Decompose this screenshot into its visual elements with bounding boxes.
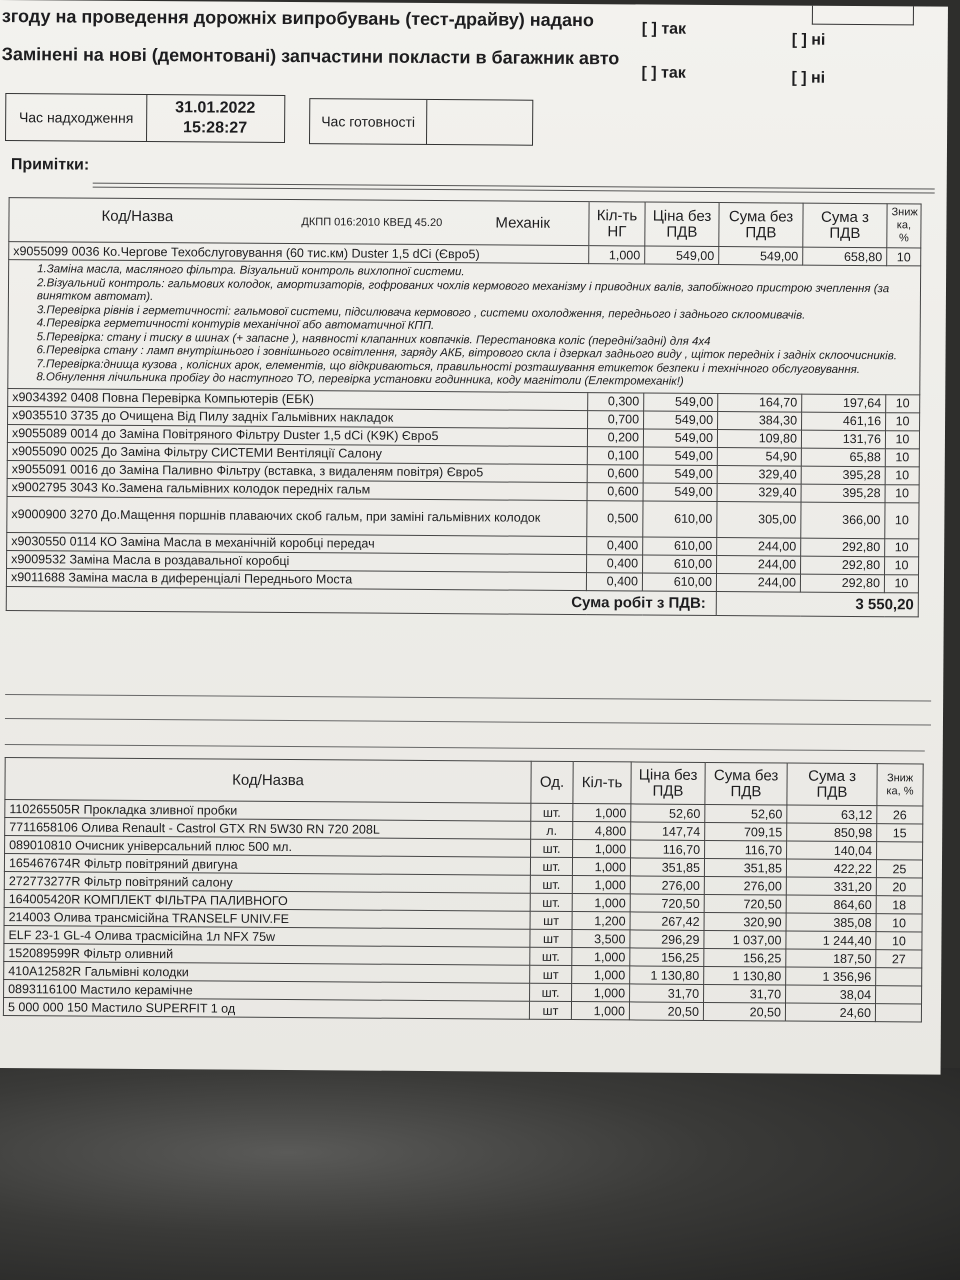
- part-price: 351,85: [630, 858, 704, 877]
- part-disc: 18: [876, 896, 922, 914]
- part-name: 5 000 000 150 Мастило SUPERFIT 1 од: [3, 998, 529, 1020]
- works-first-sum-vat: 658,80: [803, 247, 887, 266]
- works-header-qty: Кіл-ть НГ: [589, 202, 645, 246]
- part-sum: 156,25: [704, 948, 786, 967]
- work-sum: 384,30: [718, 411, 802, 430]
- ready-value: [426, 100, 532, 145]
- work-qty: 0,700: [588, 410, 644, 428]
- part-price: 156,25: [630, 948, 704, 967]
- works-description-row: [8, 260, 921, 395]
- description-line: 1.Заміна масла, масляного фільтра. Візуальний контроль вихлопної системи.: [37, 263, 465, 279]
- work-disc: 10: [885, 448, 919, 466]
- work-name: x9055090 0025 До Заміна Фільтру СИСТЕМИ Вентіляції Салону: [7, 442, 587, 464]
- part-qty: 1,200: [572, 912, 630, 930]
- parts-yes: [ ] так: [641, 64, 686, 82]
- parts-header-qty: Кіл-ть: [573, 762, 631, 804]
- test-drive-consent: згоду на проведення дорожніх випробувань (тест-драйву) надано: [1, 6, 595, 31]
- work-price: 549,00: [644, 393, 718, 412]
- work-qty: 0,300: [588, 392, 644, 410]
- works-first-disc: 10: [887, 248, 921, 266]
- part-qty: 3,500: [572, 930, 630, 948]
- parts-header-sum-vat: Сума з ПДВ: [787, 763, 877, 806]
- part-unit: л.: [531, 821, 573, 839]
- part-disc: 15: [877, 824, 923, 842]
- notes-label: Примітки:: [10, 156, 90, 174]
- works-header-price: Ціна без ПДВ: [645, 202, 719, 247]
- work-sum-vat: 292,80: [800, 574, 884, 593]
- top-box: [812, 4, 914, 26]
- background-surface: [0, 1068, 960, 1280]
- part-sum: 31,70: [704, 984, 786, 1003]
- part-sum-vat: 140,04: [787, 841, 877, 860]
- part-sum: 276,00: [704, 876, 786, 895]
- part-unit: шт.: [531, 803, 573, 821]
- work-sum: 109,80: [717, 429, 801, 448]
- test-drive-yes: [ ] так: [641, 20, 687, 38]
- work-disc: 10: [885, 484, 919, 502]
- work-sum-vat: 65,88: [801, 448, 885, 467]
- separator-line: [5, 694, 931, 701]
- part-name: 272773277R Фільтр повітряний салону: [4, 872, 530, 894]
- test-drive-no: [ ] ні: [791, 31, 826, 49]
- parts-consent: Замінені на нові (демонтовані) запчастини покласти в багажник авто: [1, 44, 620, 69]
- works-header-sum-vat: Сума з ПДВ: [803, 203, 887, 248]
- work-sum: 244,00: [716, 573, 800, 592]
- part-sum-vat: 422,22: [786, 859, 876, 878]
- part-disc: 26: [877, 806, 923, 824]
- work-qty: 0,500: [587, 500, 643, 536]
- part-price: 267,42: [630, 912, 704, 931]
- part-sum: 709,15: [705, 822, 787, 841]
- part-unit: шт.: [530, 857, 572, 875]
- part-unit: шт: [530, 911, 572, 929]
- part-name: 0893116100 Мастило керамічне: [4, 980, 530, 1002]
- work-sum-vat: 395,28: [801, 484, 885, 503]
- part-price: 116,70: [631, 840, 705, 859]
- works-header-sum: Сума без ПДВ: [719, 203, 803, 248]
- work-disc: 10: [885, 538, 919, 556]
- part-sum: 720,50: [704, 894, 786, 913]
- separator-line: [5, 744, 925, 751]
- part-qty: 1,000: [572, 894, 630, 912]
- part-disc: 10: [876, 914, 922, 932]
- parts-header-price: Ціна без ПДВ: [631, 762, 705, 805]
- work-name: x9011688 Заміна масла в диференціалі Переднього Моста: [6, 568, 586, 590]
- work-disc: 10: [885, 556, 919, 574]
- part-qty: 4,800: [573, 822, 631, 840]
- work-sum-vat: 366,00: [801, 502, 885, 539]
- works-total-value: 3 550,20: [716, 591, 918, 616]
- parts-table: [3, 757, 924, 1022]
- work-qty: 0,400: [587, 536, 643, 554]
- work-price: 549,00: [643, 429, 717, 448]
- work-sum-vat: 292,80: [801, 538, 885, 557]
- part-sum: 116,70: [705, 840, 787, 859]
- part-disc: 25: [876, 860, 922, 878]
- part-sum-vat: 1 356,96: [786, 967, 876, 986]
- separator-line: [5, 718, 931, 725]
- part-qty: 1,000: [572, 984, 630, 1002]
- work-sum-vat: 395,28: [801, 466, 885, 485]
- work-sum-vat: 131,76: [801, 430, 885, 449]
- work-disc: 10: [884, 574, 918, 592]
- work-qty: 0,100: [587, 446, 643, 464]
- part-price: 31,70: [630, 984, 704, 1003]
- part-sum-vat: 1 244,40: [786, 931, 876, 950]
- works-first-name: x9055099 0036 Ко.Чергове Техобслуговування (60 тис.км) Duster 1,5 dCi (Євро5): [9, 242, 589, 264]
- part-disc: [876, 986, 922, 1004]
- work-sum-vat: 461,16: [802, 412, 886, 431]
- parts-header-unit: Од.: [531, 761, 573, 803]
- part-qty: 1,000: [573, 840, 631, 858]
- description-line: 3.Перевірка рівнів і герметичності: гальмової системи, підсилювача кермового , системи охолодження, переднього і заднього склоомивачів.: [36, 303, 806, 322]
- part-sum-vat: 331,20: [786, 877, 876, 896]
- works-header-row: [9, 198, 921, 248]
- part-disc: 10: [876, 932, 922, 950]
- work-disc: 10: [885, 466, 919, 484]
- part-price: 296,29: [630, 930, 704, 949]
- part-disc: [875, 1004, 921, 1022]
- work-price: 610,00: [642, 572, 716, 591]
- part-name: ELF 23-1 GL-4 Олива трасмісійна 1л NFX 75w: [4, 926, 530, 948]
- part-unit: шт.: [530, 947, 572, 965]
- work-name: x9055091 0016 до Заміна Паливно Фільтру (вставка, з видаленям повітря) Євро5: [7, 460, 587, 482]
- works-header-discount: Зниж ка, %: [887, 204, 921, 248]
- ready-label: Час готовності: [310, 99, 427, 144]
- arrival-value: [146, 95, 284, 142]
- part-disc: [876, 968, 922, 986]
- service-description: [8, 260, 921, 395]
- part-name: 110265505R Прокладка зливної пробки: [5, 800, 531, 822]
- parts-header-sum: Сума без ПДВ: [705, 762, 787, 805]
- part-price: 147,74: [631, 822, 705, 841]
- part-qty: 1,000: [572, 876, 630, 894]
- work-sum: 54,90: [717, 447, 801, 466]
- work-name: x9002795 3043 Ко.Замена гальмівних колодок передніх гальм: [7, 478, 587, 500]
- work-disc: 10: [885, 430, 919, 448]
- work-name: x9009532 Заміна Масла в роздавальної коробці: [7, 550, 587, 572]
- description-line: 6.Перевірка стану : ламп внутрішнього і зовнішнього освітлення, заряду АКБ, вітрового скла і дзеркал заднього виду , щіток передніх і задніх склоочисників.: [36, 344, 898, 363]
- works-first-price: 549,00: [645, 246, 719, 265]
- work-price: 549,00: [643, 483, 717, 502]
- work-price: 549,00: [644, 411, 718, 430]
- parts-header-discount: Зниж ка, %: [877, 764, 923, 806]
- work-disc: 10: [886, 412, 920, 430]
- part-qty: 1,000: [572, 948, 630, 966]
- arrival-time: 15:28:27: [183, 119, 248, 137]
- arrival-label: Час надходження: [6, 94, 147, 141]
- part-sum: 20,50: [703, 1002, 785, 1021]
- part-name: 165467674R Фільтр повітряний двигуна: [4, 854, 530, 876]
- part-price: 52,60: [631, 804, 705, 823]
- part-disc: 27: [876, 950, 922, 968]
- work-name: x9034392 0408 Повна Перевірка Компьютерів (ЕБК): [8, 388, 588, 410]
- part-qty: 1,000: [571, 1002, 629, 1020]
- work-sum: 329,40: [717, 465, 801, 484]
- work-sum: 164,70: [718, 393, 802, 412]
- work-sum-vat: 197,64: [802, 394, 886, 413]
- part-qty: 1,000: [573, 804, 631, 822]
- part-price: 20,50: [629, 1002, 703, 1021]
- part-sum: 1 130,80: [704, 966, 786, 985]
- part-sum-vat: 38,04: [786, 985, 876, 1004]
- description-line: 4.Перевірка герметичності контурів механічної або автоматичної КПП.: [36, 317, 435, 333]
- work-sum: 329,40: [717, 483, 801, 502]
- part-unit: шт.: [530, 893, 572, 911]
- work-price: 549,00: [643, 465, 717, 484]
- work-name: x9030550 0114 КО Заміна Масла в механічній коробці передач: [7, 532, 587, 554]
- part-name: 410A12582R Гальмівні колодки: [4, 962, 530, 984]
- part-disc: 20: [876, 878, 922, 896]
- work-price: 610,00: [643, 537, 717, 556]
- part-sum: 351,85: [704, 858, 786, 877]
- part-sum-vat: 24,60: [785, 1003, 875, 1022]
- work-qty: 0,400: [587, 554, 643, 572]
- work-sum: 244,00: [717, 537, 801, 556]
- part-unit: шт: [530, 965, 572, 983]
- works-first-qty: 1,000: [589, 246, 645, 264]
- work-sum-vat: 292,80: [801, 556, 885, 575]
- part-sum: 320,90: [704, 912, 786, 931]
- part-price: 720,50: [630, 894, 704, 913]
- description-line: 2.Візуальний контроль: гальмових колодок, амортизаторів, гофрованих чохлів кермового механізму і приводних валів, запобіжного пристрою зчеплення (за винятком автомат).: [36, 276, 890, 304]
- ready-time-box: [309, 98, 533, 146]
- work-name: x9055089 0014 до Заміна Повітряного Фільтру Duster 1,5 dCi (K9K) Євро5: [7, 424, 587, 446]
- arrival-date: 31.01.2022: [175, 99, 256, 117]
- work-sum: 244,00: [717, 555, 801, 574]
- work-disc: 10: [886, 394, 920, 412]
- works-header-mechanic: Механік: [495, 214, 551, 232]
- parts-no: [ ] ні: [791, 69, 826, 87]
- part-unit: шт: [529, 1001, 571, 1019]
- part-name: 152089599R Фільтр оливний: [4, 944, 530, 966]
- description-line: 7.Перевірка:днища кузова , колісних арок, елементів, що відкриваються, правильності розташування етикеток безпеки і технічного обслуговування.: [36, 357, 861, 376]
- arrival-time-box: [5, 93, 285, 143]
- work-name: x9000900 3270 До.Мащення поршнів плаваючих скоб гальм, при заміні гальмівних колодок: [7, 496, 587, 536]
- works-header-classifier: ДКПП 016:2010 КВЕД 45.20: [301, 216, 443, 230]
- part-sum-vat: 63,12: [787, 805, 877, 824]
- parts-header-code: Код/Назва: [5, 758, 531, 804]
- work-disc: 10: [885, 502, 919, 538]
- part-unit: шт.: [531, 839, 573, 857]
- part-sum: 1 037,00: [704, 930, 786, 949]
- works-header-code-name: Код/Назва: [101, 207, 174, 226]
- part-price: 1 130,80: [630, 966, 704, 985]
- part-sum-vat: 864,60: [786, 895, 876, 914]
- work-qty: 0,600: [587, 482, 643, 500]
- work-sum: 305,00: [717, 501, 801, 538]
- works-header-code: [9, 198, 589, 246]
- part-sum-vat: 385,08: [786, 913, 876, 932]
- part-sum-vat: 187,50: [786, 949, 876, 968]
- part-disc: [877, 842, 923, 860]
- work-price: 610,00: [643, 501, 717, 538]
- part-sum-vat: 850,98: [787, 823, 877, 842]
- part-sum: 52,60: [705, 804, 787, 823]
- works-first-sum: 549,00: [719, 247, 803, 266]
- part-price: 276,00: [630, 876, 704, 895]
- work-price: 610,00: [643, 555, 717, 574]
- work-qty: 0,200: [587, 428, 643, 446]
- part-name: 164005420R КОМПЛЕКТ ФІЛЬТРА ПАЛИВНОГО: [4, 890, 530, 912]
- part-name: 214003 Олива трансмісійна TRANSELF UNIV.FE: [4, 908, 530, 930]
- work-price: 549,00: [643, 447, 717, 466]
- works-total-label: Сума робіт з ПДВ:: [6, 586, 716, 615]
- part-unit: шт.: [530, 875, 572, 893]
- work-qty: 0,600: [587, 464, 643, 482]
- description-line: 8.Обнулення лічильника пробігу до наступного ТО, перевірка установки годинника, коду магнітоли (Електромеханік!): [36, 371, 684, 388]
- part-qty: 1,000: [572, 858, 630, 876]
- works-table: [6, 197, 922, 617]
- work-qty: 0,400: [586, 572, 642, 590]
- description-line: 5.Перевірка: стану і тиску в шинах (+ запасне ), наявності клапанних ковпачків. Перестановка коліс (передні/задні) для 4х4: [36, 330, 711, 348]
- part-name: 7711658106 Олива Renault - Castrol GTX RN 5W30 RN 720 208L: [5, 818, 531, 840]
- part-name: 089010810 Очисник універсальний плюс 500 мл.: [5, 836, 531, 858]
- parts-header-row: [5, 758, 923, 806]
- part-qty: 1,000: [572, 966, 630, 984]
- part-unit: шт: [530, 929, 572, 947]
- work-name: x9035510 3735 до Очищена Від Пилу задніх Гальмівних накладок: [8, 406, 588, 428]
- works-total-row: [6, 586, 918, 616]
- part-unit: шт.: [530, 983, 572, 1001]
